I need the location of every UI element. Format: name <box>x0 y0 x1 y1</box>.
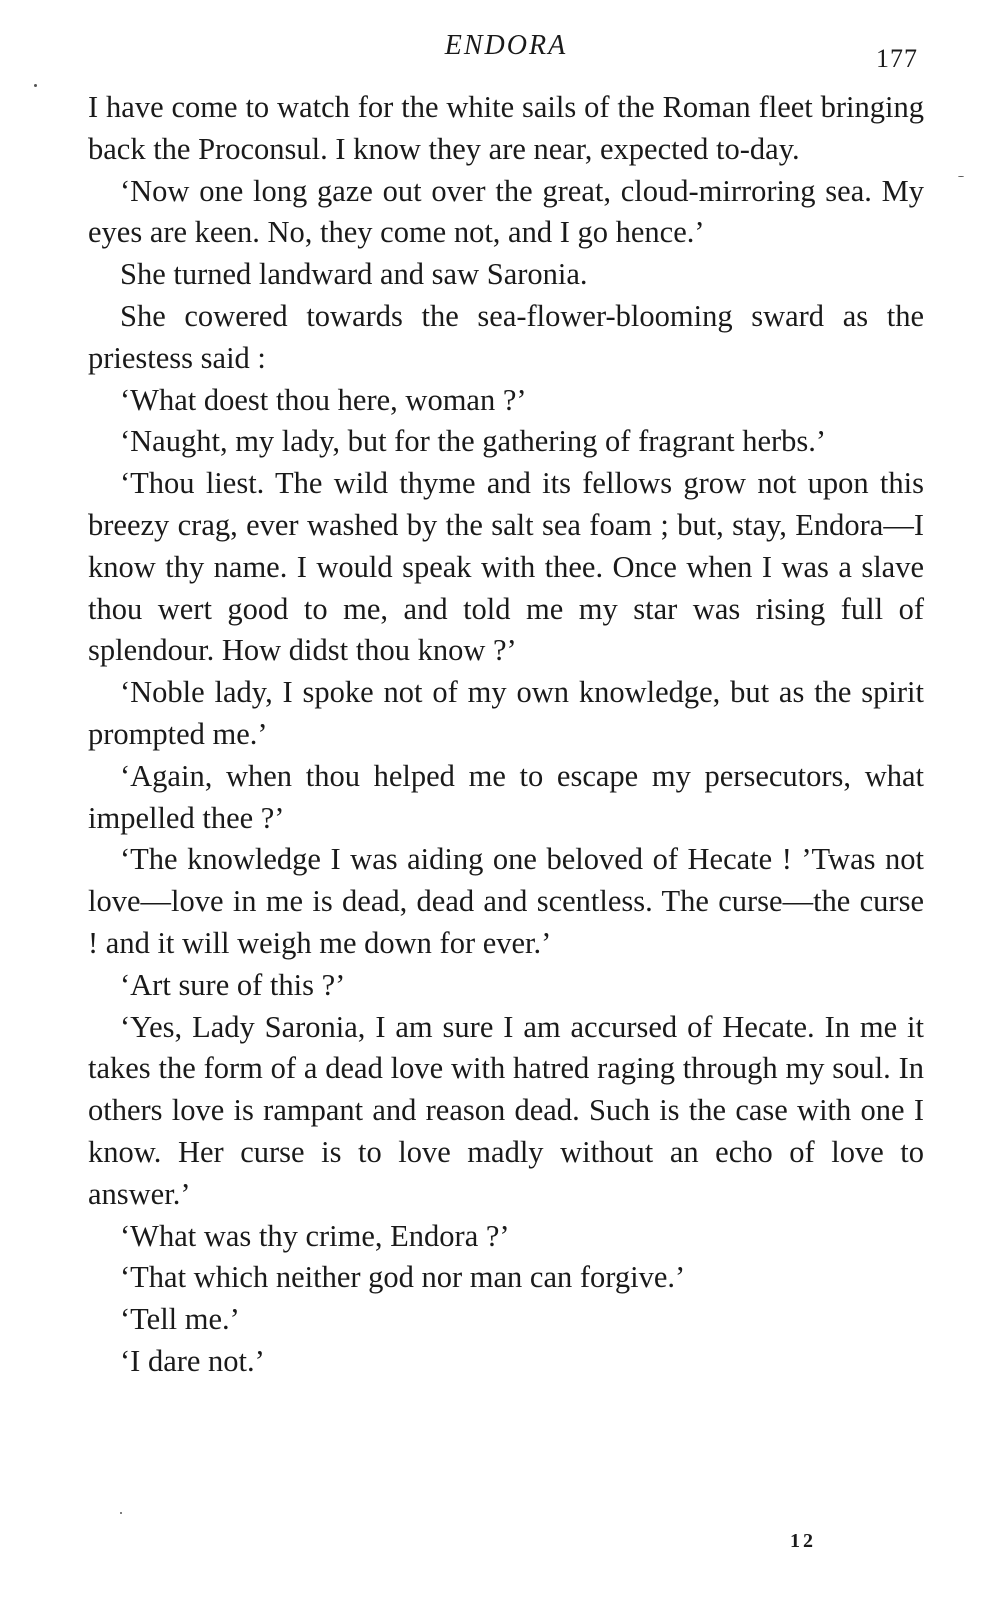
body-text <box>88 87 924 1383</box>
paragraph: ‘Thou liest. The wild thyme and its fellows grow not upon this breezy crag, ever washed by the salt sea foam ; but, stay, Endora—I know thy name. I would speak with thee. Once when I was a slave thou wert good to me, and told me my star was rising full of splendour. How didst thou know ?’ <box>88 466 924 668</box>
paragraph: She turned landward and saw Saronia. <box>120 257 588 292</box>
running-title: ENDORA <box>444 30 568 61</box>
page-number: 177 <box>876 44 918 73</box>
scan-speck <box>34 84 37 87</box>
paragraph: ‘I dare not.’ <box>120 1343 265 1378</box>
paragraph: ‘Noble lady, I spoke not of my own knowledge, but as the spirit prompted me.’ <box>88 675 924 751</box>
paragraph: ‘Tell me.’ <box>120 1302 240 1337</box>
scan-speck <box>958 176 964 177</box>
scan-speck <box>120 1512 122 1514</box>
paragraph: ‘The knowledge I was aiding one beloved of Hecate ! ’Twas not love—love in me is dead, dead and scentless. The curse—the curse ! and it will weigh me down for ever.’ <box>88 842 924 960</box>
paragraph: ‘Yes, Lady Saronia, I am sure I am accursed of Hecate. In me it takes the form of a dead love with hatred raging through my soul. In others love is rampant and reason dead. Such is the case with one I know. Her curse is to love madly without an echo of love to answer.’ <box>88 1009 924 1211</box>
paragraph: I have come to watch for the white sails of the Roman fleet bringing back the Proconsul. I know they are near, expected to-day. <box>88 90 924 166</box>
paragraph: ‘Now one long gaze out over the great, cloud-mirroring sea. My eyes are keen. No, they come not, and I go hence.’ <box>88 173 924 250</box>
paragraph: ‘That which neither god nor man can forgive.’ <box>120 1260 686 1295</box>
paragraph: She cowered towards the sea-flower-blooming sward as the priestess said : <box>88 298 924 375</box>
paragraph: ‘What was thy crime, Endora ?’ <box>120 1218 510 1253</box>
paragraph: ‘What doest thou here, woman ?’ <box>120 382 527 417</box>
paragraph: ‘Naught, my lady, but for the gathering of fragrant herbs.’ <box>120 424 827 459</box>
paragraph: ‘Art sure of this ?’ <box>120 967 346 1002</box>
paragraph: ‘Again, when thou helped me to escape my persecutors, what impelled thee ?’ <box>88 758 924 835</box>
running-head <box>88 30 924 73</box>
signature-mark: 12 <box>790 1530 816 1552</box>
